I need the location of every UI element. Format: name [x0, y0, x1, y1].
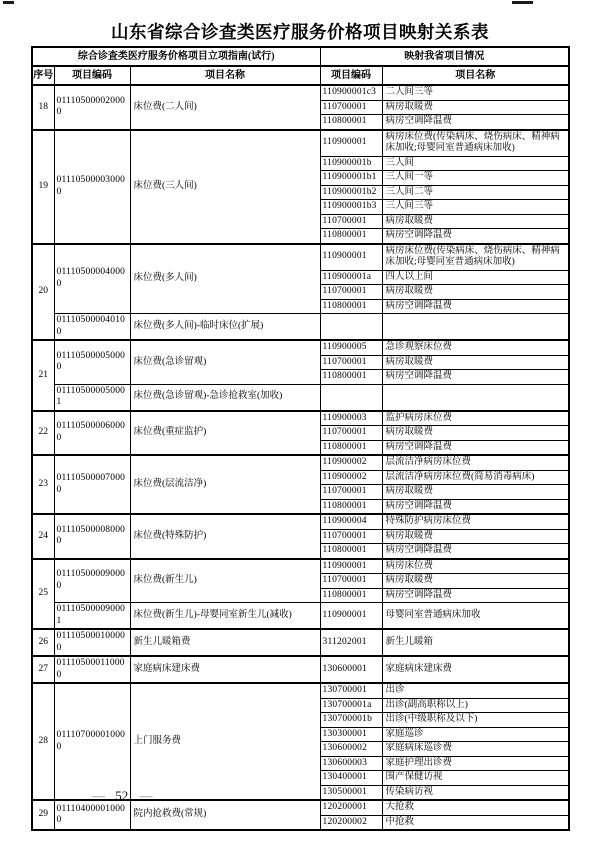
guide-code-cell: 011105000050001 — [54, 384, 130, 411]
guide-name-cell: 床位费(急诊留观)-急诊抢救室(加收) — [130, 384, 320, 411]
map-code-cell: 120200002 — [320, 815, 382, 830]
map-name-cell: 病房床位费(传染病床、烧伤病床、精神病床加收;母婴同室普通病床加收) — [382, 244, 569, 271]
table-row — [32, 130, 569, 157]
map-code-cell: 110700001 — [320, 529, 382, 544]
map-name-cell: 病房床位费 — [382, 559, 569, 574]
map-code-cell: 110900005 — [320, 340, 382, 355]
map-name-cell: 病房空调降温费 — [382, 588, 569, 603]
map-code-cell: 110700001 — [320, 355, 382, 370]
table-row — [32, 384, 569, 411]
map-name-cell: 二人间三等 — [382, 85, 569, 100]
map-name-cell: 病房空调降温费 — [382, 370, 569, 385]
map-code-cell: 110900001 — [320, 559, 382, 574]
guide-name-cell: 床位费(新生儿) — [130, 559, 320, 603]
map-code-cell: 130600001 — [320, 656, 382, 683]
map-name-cell: 病房取暖费 — [382, 285, 569, 300]
col-header-guide-name: 项目名称 — [130, 66, 320, 85]
guide-code-cell: 011105000100000 — [54, 629, 130, 656]
col-header-map-code: 项目编码 — [320, 66, 382, 85]
map-code-cell: 110700001 — [320, 285, 382, 300]
map-code-cell: 110900001 — [320, 244, 382, 271]
table-row — [32, 85, 569, 100]
map-name-cell: 病房取暖费 — [382, 529, 569, 544]
table-row — [32, 455, 569, 470]
map-name-cell: 病房取暖费 — [382, 355, 569, 370]
header-guide-section: 综合诊查类医疗服务价格项目立项指南(试行) — [32, 47, 320, 66]
col-header-guide-code: 项目编码 — [54, 66, 130, 85]
map-code-cell: 110700001 — [320, 426, 382, 441]
map-code-cell: 110900004 — [320, 514, 382, 529]
map-code-cell: 311202001 — [320, 629, 382, 656]
map-code-cell: 110900001c3 — [320, 85, 382, 100]
map-name-cell: 三人间 — [382, 156, 569, 171]
table-row — [32, 683, 569, 698]
map-name-cell: 病房取暖费 — [382, 485, 569, 500]
map-name-cell: 病房取暖费 — [382, 100, 569, 115]
map-code-cell: 110700001 — [320, 485, 382, 500]
guide-code-cell: 011104000010000 — [54, 800, 130, 830]
map-code-cell: 110800001 — [320, 588, 382, 603]
map-code-cell: 130700001a — [320, 698, 382, 713]
guide-code-cell: 011105000040000 — [54, 244, 130, 314]
map-code-cell: 110900001b2 — [320, 185, 382, 200]
map-code-cell: 110700001 — [320, 214, 382, 229]
map-code-cell: 110900001 — [320, 603, 382, 630]
map-name-cell: 传染病访视 — [382, 785, 569, 800]
guide-name-cell: 床位费(多人间)-临时床位(扩展) — [130, 314, 320, 341]
footer-page-number: 52 — [115, 788, 129, 803]
col-header-seq: 序号 — [32, 66, 54, 85]
guide-code-cell: 011105000070000 — [54, 455, 130, 514]
map-code-cell: 130400001 — [320, 771, 382, 786]
table-row — [32, 603, 569, 630]
map-name-cell: 三人间二等 — [382, 185, 569, 200]
guide-name-cell: 床位费(多人间) — [130, 244, 320, 314]
map-name-cell: 围产保健访视 — [382, 771, 569, 786]
map-name-cell: 三人间一等 — [382, 171, 569, 186]
seq-cell: 19 — [32, 130, 54, 244]
map-code-cell: 110900001a — [320, 270, 382, 285]
guide-code-cell: 011105000020000 — [54, 85, 130, 130]
guide-code-cell: 011105000080000 — [54, 514, 130, 559]
map-code-cell: 110900001b1 — [320, 171, 382, 186]
col-header-map-name: 项目名称 — [382, 66, 569, 85]
seq-cell: 22 — [32, 411, 54, 456]
map-code-cell: 110800001 — [320, 115, 382, 130]
map-code-cell: 110800001 — [320, 370, 382, 385]
map-code-cell: 130700001 — [320, 683, 382, 698]
map-code-cell: 110800001 — [320, 499, 382, 514]
table-row — [32, 514, 569, 529]
map-code-cell: 110700001 — [320, 100, 382, 115]
seq-cell: 20 — [32, 244, 54, 341]
map-name-cell: 母婴同室普通病床加收 — [382, 603, 569, 630]
guide-name-cell: 床位费(急诊留观) — [130, 340, 320, 384]
map-name-cell: 三人间三等 — [382, 200, 569, 215]
guide-code-cell: 011105000050000 — [54, 340, 130, 384]
map-name-cell: 新生儿暖箱 — [382, 629, 569, 656]
map-code-cell: 130700001b — [320, 713, 382, 728]
seq-cell: 27 — [32, 656, 54, 683]
guide-name-cell: 家庭病床建床费 — [130, 656, 320, 683]
map-code-cell: 130500001 — [320, 785, 382, 800]
map-name-cell: 四人以上间 — [382, 270, 569, 285]
map-code-cell — [320, 314, 382, 341]
guide-code-cell: 011107000010000 — [54, 683, 130, 800]
page-number-footer — [92, 788, 152, 804]
guide-code-cell: 011105000110000 — [54, 656, 130, 683]
guide-name-cell: 床位费(特殊防护) — [130, 514, 320, 559]
map-code-cell: 110900001 — [320, 130, 382, 157]
map-name-cell — [382, 384, 569, 411]
seq-cell: 24 — [32, 514, 54, 559]
scan-artifact-left — [3, 1, 14, 4]
map-name-cell: 中抢救 — [382, 815, 569, 830]
guide-code-cell: 011105000060000 — [54, 411, 130, 456]
map-code-cell: 110900002 — [320, 455, 382, 470]
map-name-cell: 特殊防护病房床位费 — [382, 514, 569, 529]
table-row — [32, 629, 569, 656]
map-name-cell: 病房取暖费 — [382, 426, 569, 441]
table-row — [32, 340, 569, 355]
footer-dash-left: — — [92, 788, 104, 803]
guide-name-cell: 床位费(重症监护) — [130, 411, 320, 456]
map-name-cell: 病房空调降温费 — [382, 299, 569, 314]
map-name-cell: 出诊(中级职称及以下) — [382, 713, 569, 728]
footer-dash-right: — — [139, 788, 152, 803]
seq-cell: 21 — [32, 340, 54, 411]
map-name-cell: 急诊观察床位费 — [382, 340, 569, 355]
guide-name-cell: 院内抢救费(常规) — [130, 800, 320, 830]
table-row — [32, 411, 569, 426]
map-code-cell — [320, 384, 382, 411]
map-code-cell: 110900002 — [320, 470, 382, 485]
map-name-cell: 病房空调降温费 — [382, 440, 569, 455]
seq-cell: 29 — [32, 800, 54, 830]
map-name-cell — [382, 314, 569, 341]
guide-name-cell: 上门服务费 — [130, 683, 320, 800]
map-name-cell: 大抢救 — [382, 800, 569, 815]
map-name-cell: 层流洁净病房床位费(简易消毒病床) — [382, 470, 569, 485]
map-name-cell: 监护病房床位费 — [382, 411, 569, 426]
guide-name-cell: 床位费(新生儿)-母婴同室新生儿(减收) — [130, 603, 320, 630]
map-name-cell: 家庭护理出诊费 — [382, 756, 569, 771]
map-name-cell: 出诊(副高职称以上) — [382, 698, 569, 713]
seq-cell: 25 — [32, 559, 54, 630]
seq-cell: 23 — [32, 455, 54, 514]
map-name-cell: 病房取暖费 — [382, 574, 569, 589]
table-row — [32, 559, 569, 574]
map-code-cell: 110800001 — [320, 544, 382, 559]
guide-name-cell: 新生儿暖箱费 — [130, 629, 320, 656]
map-code-cell: 130300001 — [320, 727, 382, 742]
map-name-cell: 病房空调降温费 — [382, 499, 569, 514]
map-code-cell: 110700001 — [320, 574, 382, 589]
guide-name-cell: 床位费(三人间) — [130, 130, 320, 244]
table-body — [32, 85, 569, 830]
map-name-cell: 家庭巡诊 — [382, 727, 569, 742]
map-name-cell: 层流洁净病房床位费 — [382, 455, 569, 470]
guide-name-cell: 床位费(层流洁净) — [130, 455, 320, 514]
map-name-cell: 病房床位费(传染病床、烧伤病床、精神病床加收;母婴同室普通病床加收) — [382, 130, 569, 157]
map-code-cell: 110800001 — [320, 229, 382, 244]
map-name-cell: 病房取暖费 — [382, 214, 569, 229]
map-name-cell: 病房空调降温费 — [382, 229, 569, 244]
map-code-cell: 110800001 — [320, 299, 382, 314]
table-row — [32, 656, 569, 683]
map-code-cell: 130600003 — [320, 756, 382, 771]
map-code-cell: 130600002 — [320, 742, 382, 757]
seq-cell: 28 — [32, 683, 54, 800]
map-code-cell: 120200001 — [320, 800, 382, 815]
table-row — [32, 314, 569, 341]
guide-name-cell: 床位费(二人间) — [130, 85, 320, 130]
seq-cell: 26 — [32, 629, 54, 656]
map-code-cell: 110800001 — [320, 440, 382, 455]
guide-code-cell: 011105000040100 — [54, 314, 130, 341]
guide-code-cell: 011105000090000 — [54, 559, 130, 603]
page-title: 山东省综合诊查类医疗服务价格项目映射关系表 — [111, 22, 489, 42]
price-mapping-table — [31, 46, 570, 831]
map-code-cell: 110900001b3 — [320, 200, 382, 215]
guide-code-cell: 011105000090001 — [54, 603, 130, 630]
seq-cell: 18 — [32, 85, 54, 130]
map-code-cell: 110900001b — [320, 156, 382, 171]
map-code-cell: 110900003 — [320, 411, 382, 426]
map-name-cell: 病房空调降温费 — [382, 115, 569, 130]
header-mapping-section: 映射我省项目情况 — [320, 47, 569, 66]
map-name-cell: 家庭病床建床费 — [382, 656, 569, 683]
map-name-cell: 出诊 — [382, 683, 569, 698]
map-name-cell: 家庭病床巡诊费 — [382, 742, 569, 757]
map-name-cell: 病房空调降温费 — [382, 544, 569, 559]
table-row — [32, 244, 569, 271]
table-header — [32, 47, 569, 85]
scan-artifact-right — [512, 1, 533, 4]
guide-code-cell: 011105000030000 — [54, 130, 130, 244]
